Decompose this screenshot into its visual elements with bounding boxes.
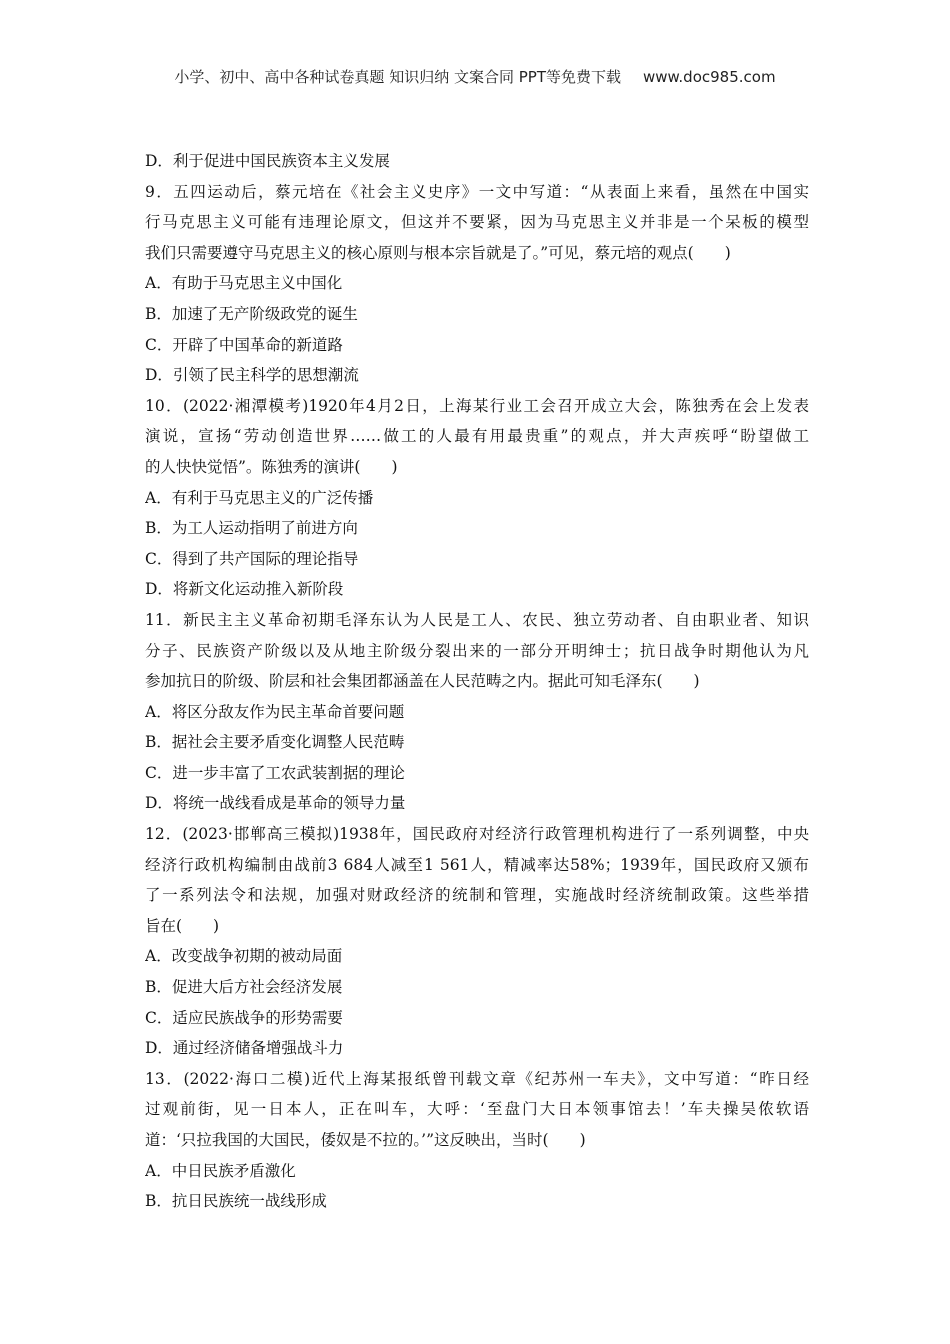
q9-option-d: D．引领了民主科学的思想潮流 bbox=[145, 366, 359, 385]
q10-option-c: C．得到了共产国际的理论指导 bbox=[145, 549, 359, 568]
q9-option-c: C．开辟了中国革命的新道路 bbox=[145, 335, 343, 354]
page-header bbox=[0, 66, 950, 87]
q9-stem-line-2: 行马克思主义可能有违理论原文，但这并不要紧，因为马克思主义并非是一个呆板的模型 bbox=[145, 213, 809, 232]
q12-stem-line-2: 经济行政机构编制由战前3 684人减至1 561人，精减率达58%；1939年，国民政府又颁布 bbox=[145, 855, 809, 874]
q9-option-a: A．有助于马克思主义中国化 bbox=[145, 274, 343, 293]
header-text: 小学、初中、高中各种试卷真题 知识归纳 文案合同 PPT等免费下载 bbox=[174, 68, 621, 86]
q13-stem-line-3: 道：‘只拉我国的大国民，倭奴是不拉的。’”这反映出，当时( ) bbox=[145, 1131, 586, 1149]
q10-option-a: A．有利于马克思主义的广泛传播 bbox=[145, 488, 374, 507]
q11-stem-line-3: 参加抗日的阶级、阶层和社会集团都涵盖在人民范畴之内。据此可知毛泽东( ) bbox=[145, 672, 700, 691]
q12-option-b: B．促进大后方社会经济发展 bbox=[145, 978, 343, 997]
q12-option-a: A．改变战争初期的被动局面 bbox=[145, 947, 343, 966]
q11-option-c: C．进一步丰富了工农武装割据的理论 bbox=[145, 763, 405, 782]
q8-option-d: D．利于促进中国民族资本主义发展 bbox=[145, 152, 390, 170]
q12-stem-line-4: 旨在( ) bbox=[145, 916, 220, 935]
q13-option-a: A．中日民族矛盾激化 bbox=[145, 1161, 296, 1180]
q11-stem-line-2: 分子、民族资产阶级以及从地主阶级分裂出来的一部分开明绅士；抗日战争时期他认为凡 bbox=[145, 641, 809, 660]
header-url: www.doc985.com bbox=[642, 68, 776, 86]
q11-option-a: A．将区分敌友作为民主革命首要问题 bbox=[145, 702, 405, 721]
q10-option-d: D．将新文化运动推入新阶段 bbox=[145, 580, 344, 599]
q11-option-b: B．据社会主要矛盾变化调整人民范畴 bbox=[145, 733, 405, 752]
q10-option-b: B．为工人运动指明了前进方向 bbox=[145, 519, 358, 538]
q11-option-d: D．将统一战线看成是革命的领导力量 bbox=[145, 794, 406, 813]
q12-stem-line-3: 了一系列法令和法规，加强对财政经济的统制和管理，实施战时经济统制政策。这些举措 bbox=[145, 886, 809, 905]
q11-stem-line-1: 11．新民主主义革命初期毛泽东认为人民是工人、农民、独立劳动者、自由职业者、知识 bbox=[145, 610, 809, 629]
q10-stem-line-1: 10．(2022·湘潭模考)1920年4月2日，上海某行业工会召开成立大会，陈独秀在会上发表 bbox=[145, 396, 809, 415]
q13-stem-line-2: 过观前街，见一日本人，正在叫车，大呼：‘至盘门大日本领事馆去！’车夫操吴侬软语 bbox=[145, 1100, 809, 1119]
q12-option-d: D．通过经济储备增强战斗力 bbox=[145, 1039, 344, 1058]
q10-stem-line-2: 演说，宣扬“劳动创造世界……做工的人最有用最贵重”的观点，并大声疾呼“盼望做工 bbox=[145, 427, 809, 446]
q12-option-c: C．适应民族战争的形势需要 bbox=[145, 1008, 343, 1027]
q9-option-b: B．加速了无产阶级政党的诞生 bbox=[145, 304, 358, 323]
q9-stem-line-3: 我们只需要遵守马克思主义的核心原则与根本宗旨就是了。”可见，蔡元培的观点( ) bbox=[145, 243, 731, 262]
q9-stem-line-1: 9．五四运动后，蔡元培在《社会主义史序》一文中写道：“从表面上来看，虽然在中国实 bbox=[145, 182, 809, 201]
q13-stem-line-1: 13．(2022·海口二模)近代上海某报纸曾刊载文章《纪苏州一车夫》，文中写道：“昨日经 bbox=[145, 1069, 809, 1088]
q13-option-b: B．抗日民族统一战线形成 bbox=[145, 1192, 327, 1211]
q12-stem-line-1: 12．(2023·邯郸高三模拟)1938年，国民政府对经济行政管理机构进行了一系列调整，中央 bbox=[145, 825, 809, 844]
question-content bbox=[145, 146, 809, 1217]
q10-stem-line-3: 的人快快觉悟”。陈独秀的演讲( ) bbox=[145, 457, 398, 476]
